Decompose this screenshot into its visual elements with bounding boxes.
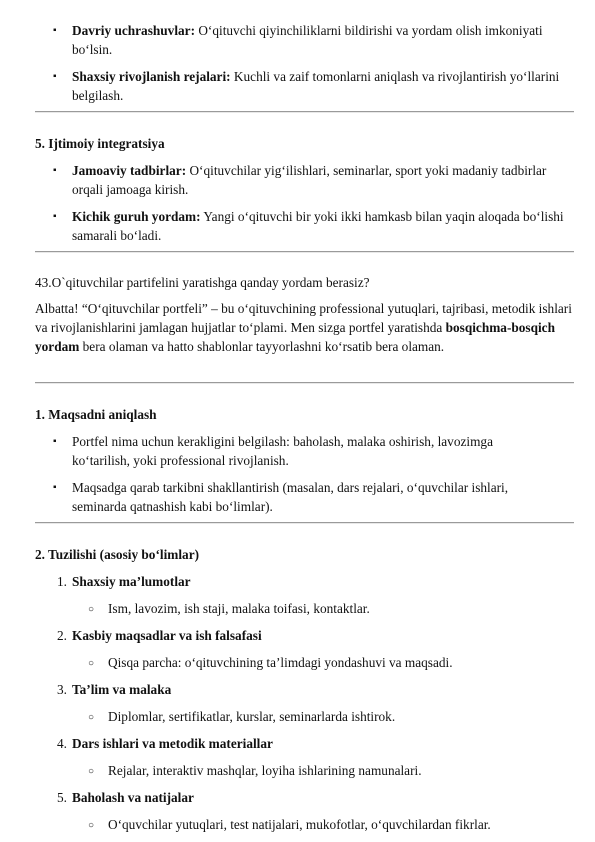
bullet-icon: ▪: [53, 211, 57, 222]
item-title: Baholash va natijalar: [72, 790, 194, 805]
list-item: [0, 207, 595, 247]
sub-item-text: Rejalar, interaktiv mashqlar, loyiha ishlarining namunalari.: [108, 763, 422, 778]
list-item-text: [72, 207, 577, 245]
circle-bullet-icon: ○: [88, 712, 95, 723]
sub-item-text: Ism, lavozim, ish staji, malaka toifasi, kontaktlar.: [108, 601, 370, 616]
list-item-body: Yangi o‘qituvchi bir yoki ikki hamkasb bilan yaqin aloqada bo‘lishi samarali bo‘ladi.: [72, 209, 564, 243]
sub-item: [0, 761, 595, 780]
circle-bullet-icon: ○: [88, 820, 95, 831]
list-item-body: O‘qituvchi qiyinchiliklarni bildirishi va yordam olish imkoniyati bo‘lsin.: [72, 23, 543, 57]
list-item-text: [72, 161, 577, 199]
item-title: Dars ishlari va metodik materiallar: [72, 736, 273, 751]
item-number: 4.: [57, 736, 67, 751]
list-item-text: Portfel nima uchun kerakligini belgilash: baholash, malaka oshirish, lavozimga ko‘tarilish, yoki professional rivojlanish.: [72, 434, 493, 468]
sub-item-text: Qisqa parcha: o‘qituvchining ta’limdagi yondashuvi va maqsadi.: [108, 655, 453, 670]
bullet-icon: ▪: [53, 165, 57, 176]
item-title: Kasbiy maqsadlar va ish falsafasi: [72, 628, 262, 643]
list-item: [0, 432, 595, 472]
bullet-icon: ▪: [53, 71, 57, 82]
list-item-text: [72, 67, 577, 105]
numbered-item: [0, 788, 595, 807]
list-item-bold: Jamoaviy tadbirlar:: [72, 163, 187, 178]
divider: [35, 251, 574, 253]
item-title: Shaxsiy ma’lumotlar: [72, 574, 191, 589]
sub-item: [0, 599, 595, 618]
sub-item: [0, 815, 595, 834]
numbered-item: [0, 734, 595, 753]
divider: [35, 382, 574, 384]
item-number: 2.: [57, 628, 67, 643]
item-number: 3.: [57, 682, 67, 697]
list-item-body: Kuchli va zaif tomonlarni aniqlash va rivojlantirish yo‘llarini belgilash.: [72, 69, 560, 103]
list-item: [0, 21, 595, 61]
section-heading: 1. Maqsadni aniqlash: [35, 407, 157, 422]
bullet-icon: ▪: [53, 436, 57, 447]
list-item-text: [72, 21, 577, 59]
list-item-bold: Shaxsiy rivojlanish rejalari:: [72, 69, 231, 84]
answer-bold: bosqichma-bosqich yordam: [35, 320, 555, 354]
answer-paragraph: [35, 299, 575, 356]
list-item: [0, 67, 595, 107]
item-number: 5.: [57, 790, 67, 805]
list-item-body: O‘qituvchilar yig‘ilishlari, seminarlar, sport yoki madaniy tadbirlar orqali jamoaga kirish.: [72, 163, 547, 197]
answer-text-end: bera olaman va hatto shablonlar tayyorlashni ko‘rsatib bera olaman.: [79, 339, 445, 354]
divider: [35, 522, 574, 524]
item-number: 1.: [57, 574, 67, 589]
item-title: Ta’lim va malaka: [72, 682, 172, 697]
sub-item: [0, 653, 595, 672]
numbered-item: [0, 680, 595, 699]
sub-item-text: Diplomlar, sertifikatlar, kurslar, seminarlarda ishtirok.: [108, 709, 396, 724]
list-item: [0, 478, 595, 518]
section-heading: 2. Tuzilishi (asosiy bo‘limlar): [35, 547, 200, 562]
divider: [35, 111, 574, 113]
circle-bullet-icon: ○: [88, 766, 95, 777]
list-item: [0, 161, 595, 201]
list-item-bold: Davriy uchrashuvlar:: [72, 23, 195, 38]
sub-item-text: O‘quvchilar yutuqlari, test natijalari, mukofotlar, o‘quvchilardan fikrlar.: [108, 817, 491, 832]
bullet-icon: ▪: [53, 25, 57, 36]
answer-text: Albatta! “O‘qituvchilar portfeli” – bu o‘qituvchining professional yutuqlari, tajribasi, metodik ishlari va rivojlanishlarini jamlagan hujjatlar to‘plami. Men sizga portfel yaratishda: [35, 301, 572, 335]
list-item-bold: Kichik guruh yordam:: [72, 209, 201, 224]
sub-item: [0, 707, 595, 726]
circle-bullet-icon: ○: [88, 658, 95, 669]
numbered-item: [0, 626, 595, 645]
bullet-icon: ▪: [53, 482, 57, 493]
question-text: 43.O`qituvchilar partifelini yaratishga qanday yordam berasiz?: [35, 275, 370, 290]
section-heading: 5. Ijtimoiy integratsiya: [35, 136, 165, 151]
circle-bullet-icon: ○: [88, 604, 95, 615]
list-item-text: Maqsadga qarab tarkibni shakllantirish (masalan, dars rejalari, o‘quvchilar ishlari, seminarda qatnashish kabi bo‘limlar).: [72, 480, 509, 514]
numbered-item: [0, 572, 595, 591]
